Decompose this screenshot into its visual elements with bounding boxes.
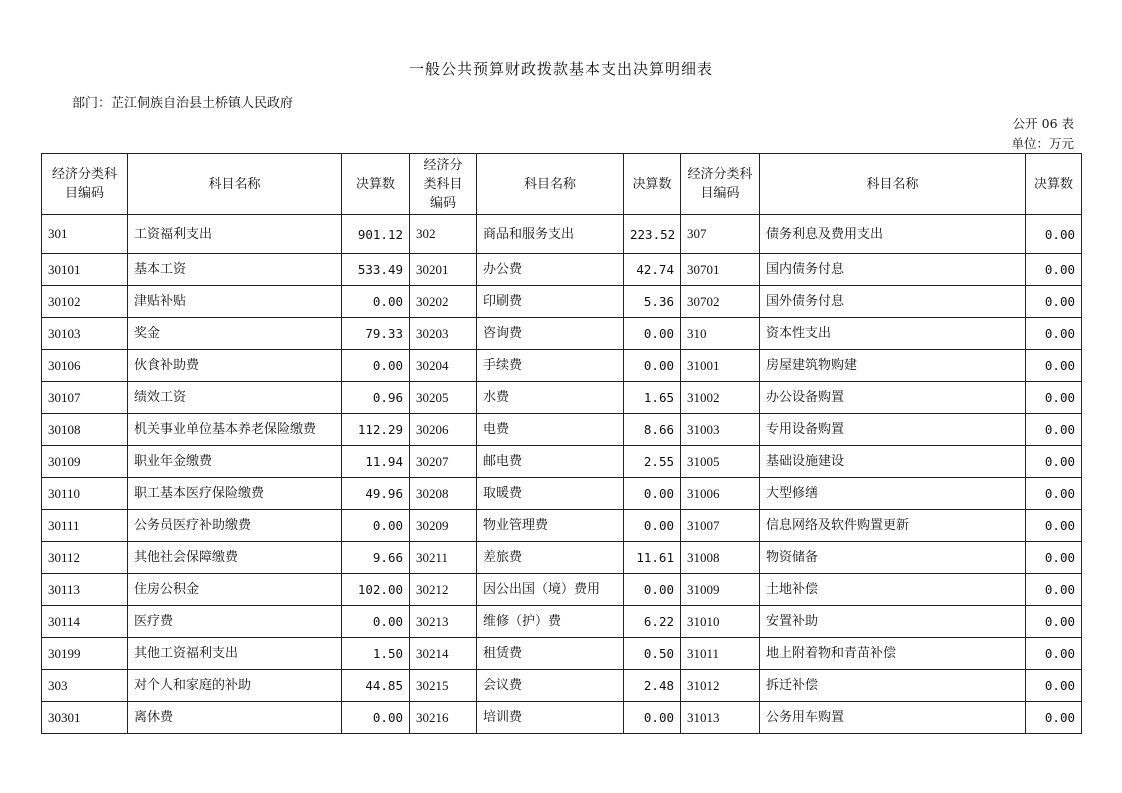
- name-cell-2: [477, 542, 624, 574]
- item-name: 差旅费: [483, 550, 523, 565]
- item-name: 对个人和家庭的补助: [134, 678, 252, 693]
- name-cell-3: [760, 638, 1026, 670]
- amount-cell-3: 0.00: [1026, 350, 1082, 382]
- header-amount-3: 决算数: [1026, 154, 1082, 215]
- table-row: [42, 638, 1082, 670]
- amount-cell-3: 0.00: [1026, 478, 1082, 510]
- name-cell-1: [128, 382, 342, 414]
- amount-cell-1: 11.94: [342, 446, 410, 478]
- code-cell-3: 31013: [681, 702, 760, 734]
- code-cell-3: 31009: [681, 574, 760, 606]
- name-cell-2: [477, 670, 624, 702]
- code-cell-1: 30103: [42, 318, 128, 350]
- amount-cell-2: 0.00: [624, 318, 681, 350]
- amount-cell-2: 8.66: [624, 414, 681, 446]
- table-body: [42, 215, 1082, 734]
- name-cell-1: [128, 446, 342, 478]
- amount-cell-1: 102.00: [342, 574, 410, 606]
- item-name: 物资储备: [766, 550, 819, 565]
- name-cell-2: [477, 215, 624, 254]
- amount-cell-2: 42.74: [624, 254, 681, 286]
- code-cell-3: 31011: [681, 638, 760, 670]
- table-row: [42, 318, 1082, 350]
- code-cell-3: 30701: [681, 254, 760, 286]
- item-name: 基础设施建设: [766, 454, 845, 469]
- name-cell-1: [128, 215, 342, 254]
- amount-cell-3: 0.00: [1026, 670, 1082, 702]
- amount-cell-2: 5.36: [624, 286, 681, 318]
- name-cell-2: [477, 350, 624, 382]
- amount-cell-2: 2.55: [624, 446, 681, 478]
- name-cell-1: [128, 350, 342, 382]
- code-cell-2: 30201: [410, 254, 477, 286]
- item-name: 住房公积金: [134, 582, 200, 597]
- code-cell-2: 30209: [410, 510, 477, 542]
- amount-cell-2: 2.48: [624, 670, 681, 702]
- item-name: 奖金: [134, 326, 161, 341]
- amount-cell-2: 6.22: [624, 606, 681, 638]
- name-cell-2: [477, 286, 624, 318]
- code-cell-3: 31010: [681, 606, 760, 638]
- code-cell-1: 30111: [42, 510, 128, 542]
- name-cell-3: [760, 382, 1026, 414]
- name-cell-1: [128, 318, 342, 350]
- amount-cell-3: 0.00: [1026, 254, 1082, 286]
- amount-cell-1: 0.00: [342, 510, 410, 542]
- code-cell-2: 30202: [410, 286, 477, 318]
- department-label: 部门：芷江侗族自治县土桥镇人民政府: [72, 96, 294, 111]
- code-cell-3: 31005: [681, 446, 760, 478]
- code-cell-1: 30108: [42, 414, 128, 446]
- header-name-1: 科目名称: [128, 154, 342, 215]
- code-cell-3: 31007: [681, 510, 760, 542]
- item-name: 取暖费: [483, 486, 523, 501]
- name-cell-3: [760, 574, 1026, 606]
- amount-cell-3: 0.00: [1026, 574, 1082, 606]
- name-cell-3: [760, 254, 1026, 286]
- code-cell-2: 30208: [410, 478, 477, 510]
- amount-cell-3: 0.00: [1026, 382, 1082, 414]
- amount-cell-1: 1.50: [342, 638, 410, 670]
- header-code-2: 经济分类科目编码: [410, 154, 477, 215]
- name-cell-1: [128, 542, 342, 574]
- item-name: 伙食补助费: [134, 358, 200, 373]
- amount-cell-2: 223.52: [624, 215, 681, 254]
- code-cell-2: 30204: [410, 350, 477, 382]
- name-cell-3: [760, 318, 1026, 350]
- code-cell-3: 31012: [681, 670, 760, 702]
- amount-cell-1: 0.00: [342, 702, 410, 734]
- amount-cell-2: 0.00: [624, 702, 681, 734]
- amount-cell-1: 0.00: [342, 606, 410, 638]
- code-cell-3: 31008: [681, 542, 760, 574]
- amount-cell-3: 0.00: [1026, 414, 1082, 446]
- header-row: [42, 154, 1082, 215]
- name-cell-2: [477, 702, 624, 734]
- code-cell-2: 30207: [410, 446, 477, 478]
- name-cell-1: [128, 670, 342, 702]
- item-name: 职业年金缴费: [134, 454, 213, 469]
- name-cell-3: [760, 286, 1026, 318]
- name-cell-2: [477, 382, 624, 414]
- table-row: [42, 670, 1082, 702]
- header-name-3: 科目名称: [760, 154, 1026, 215]
- code-cell-2: 30211: [410, 542, 477, 574]
- amount-cell-2: 1.65: [624, 382, 681, 414]
- item-name: 资本性支出: [766, 326, 832, 341]
- name-cell-3: [760, 350, 1026, 382]
- item-name: 绩效工资: [134, 390, 187, 405]
- amount-cell-3: 0.00: [1026, 510, 1082, 542]
- amount-cell-1: 112.29: [342, 414, 410, 446]
- name-cell-2: [477, 574, 624, 606]
- name-cell-2: [477, 254, 624, 286]
- name-cell-3: [760, 670, 1026, 702]
- code-cell-1: 30107: [42, 382, 128, 414]
- item-name: 物业管理费: [483, 518, 549, 533]
- name-cell-2: [477, 318, 624, 350]
- code-cell-2: 30213: [410, 606, 477, 638]
- name-cell-3: [760, 702, 1026, 734]
- item-name: 安置补助: [766, 614, 819, 629]
- item-name: 商品和服务支出: [483, 226, 575, 242]
- header-code-1: 经济分类科目编码: [42, 154, 128, 215]
- code-cell-1: 301: [42, 215, 128, 254]
- name-cell-2: [477, 446, 624, 478]
- name-cell-2: [477, 606, 624, 638]
- item-name: 会议费: [483, 678, 523, 693]
- name-cell-3: [760, 606, 1026, 638]
- item-name: 工资福利支出: [134, 226, 213, 242]
- item-name: 办公设备购置: [766, 390, 845, 405]
- code-cell-2: 30216: [410, 702, 477, 734]
- code-cell-1: 30102: [42, 286, 128, 318]
- name-cell-3: [760, 414, 1026, 446]
- amount-cell-3: 0.00: [1026, 215, 1082, 254]
- code-cell-2: 30205: [410, 382, 477, 414]
- item-name: 津贴补贴: [134, 294, 187, 309]
- amount-cell-2: 11.61: [624, 542, 681, 574]
- name-cell-1: [128, 254, 342, 286]
- expenditure-table: [41, 153, 1082, 734]
- name-cell-1: [128, 478, 342, 510]
- amount-cell-1: 79.33: [342, 318, 410, 350]
- table-row: [42, 350, 1082, 382]
- name-cell-1: [128, 638, 342, 670]
- item-name: 印刷费: [483, 294, 523, 309]
- name-cell-1: [128, 606, 342, 638]
- code-cell-1: 30199: [42, 638, 128, 670]
- amount-cell-1: 533.49: [342, 254, 410, 286]
- name-cell-3: [760, 510, 1026, 542]
- table-row: [42, 542, 1082, 574]
- amount-cell-2: 0.50: [624, 638, 681, 670]
- code-cell-1: 30101: [42, 254, 128, 286]
- item-name: 离休费: [134, 710, 174, 725]
- item-name: 房屋建筑物购建: [766, 358, 858, 373]
- amount-cell-2: 0.00: [624, 510, 681, 542]
- amount-cell-1: 44.85: [342, 670, 410, 702]
- amount-cell-3: 0.00: [1026, 638, 1082, 670]
- name-cell-1: [128, 574, 342, 606]
- table-row: [42, 702, 1082, 734]
- table-row: [42, 510, 1082, 542]
- code-cell-3: 31002: [681, 382, 760, 414]
- item-name: 电费: [483, 422, 510, 437]
- item-name: 公务用车购置: [766, 710, 845, 725]
- code-cell-1: 30112: [42, 542, 128, 574]
- name-cell-3: [760, 446, 1026, 478]
- item-name: 拆迁补偿: [766, 678, 819, 693]
- table-code: 公开 06 表: [1012, 116, 1074, 131]
- table-row: [42, 414, 1082, 446]
- table-row: [42, 286, 1082, 318]
- code-cell-2: 30215: [410, 670, 477, 702]
- name-cell-2: [477, 478, 624, 510]
- amount-cell-1: 0.00: [342, 286, 410, 318]
- item-name: 咨询费: [483, 326, 523, 341]
- amount-cell-2: 0.00: [624, 574, 681, 606]
- code-cell-1: 30114: [42, 606, 128, 638]
- item-name: 公务员医疗补助缴费: [134, 518, 252, 533]
- code-cell-3: 31001: [681, 350, 760, 382]
- item-name: 机关事业单位基本养老保险缴费: [134, 422, 317, 437]
- item-name: 专用设备购置: [766, 422, 845, 437]
- name-cell-1: [128, 702, 342, 734]
- code-cell-2: 30206: [410, 414, 477, 446]
- code-cell-3: 307: [681, 215, 760, 254]
- code-cell-1: 30106: [42, 350, 128, 382]
- page-title: 一般公共预算财政拨款基本支出决算明细表: [408, 60, 713, 78]
- amount-cell-1: 9.66: [342, 542, 410, 574]
- code-cell-1: 30113: [42, 574, 128, 606]
- code-cell-3: 31003: [681, 414, 760, 446]
- code-cell-2: 30212: [410, 574, 477, 606]
- amount-cell-1: 901.12: [342, 215, 410, 254]
- item-name: 水费: [483, 390, 510, 405]
- amount-cell-3: 0.00: [1026, 446, 1082, 478]
- amount-cell-3: 0.00: [1026, 318, 1082, 350]
- code-cell-1: 30110: [42, 478, 128, 510]
- item-name: 国内债务付息: [766, 262, 845, 277]
- item-name: 医疗费: [134, 614, 174, 629]
- item-name: 其他工资福利支出: [134, 646, 239, 661]
- item-name: 国外债务付息: [766, 294, 845, 309]
- code-cell-1: 30109: [42, 446, 128, 478]
- item-name: 大型修缮: [766, 486, 819, 501]
- item-name: 基本工资: [134, 262, 187, 277]
- table-row: [42, 574, 1082, 606]
- header-amount-1: 决算数: [342, 154, 410, 215]
- code-cell-3: 30702: [681, 286, 760, 318]
- name-cell-2: [477, 638, 624, 670]
- item-name: 其他社会保障缴费: [134, 550, 239, 565]
- item-name: 手续费: [483, 358, 523, 373]
- amount-cell-3: 0.00: [1026, 542, 1082, 574]
- item-name: 职工基本医疗保险缴费: [134, 486, 265, 501]
- name-cell-3: [760, 215, 1026, 254]
- table-row: [42, 606, 1082, 638]
- header-name-2: 科目名称: [477, 154, 624, 215]
- item-name: 信息网络及软件购置更新: [766, 518, 910, 533]
- amount-cell-3: 0.00: [1026, 702, 1082, 734]
- amount-cell-1: 49.96: [342, 478, 410, 510]
- unit-label: 单位：万元: [1011, 136, 1074, 151]
- item-name: 邮电费: [483, 454, 523, 469]
- code-cell-2: 30203: [410, 318, 477, 350]
- code-cell-3: 31006: [681, 478, 760, 510]
- amount-cell-2: 0.00: [624, 350, 681, 382]
- item-name: 地上附着物和青苗补偿: [766, 646, 897, 661]
- item-name: 土地补偿: [766, 582, 819, 597]
- header-code-3: 经济分类科目编码: [681, 154, 760, 215]
- amount-cell-3: 0.00: [1026, 606, 1082, 638]
- name-cell-3: [760, 542, 1026, 574]
- table-row: [42, 446, 1082, 478]
- item-name: 因公出国（境）费用: [483, 582, 601, 597]
- name-cell-2: [477, 414, 624, 446]
- item-name: 办公费: [483, 262, 523, 277]
- code-cell-3: 310: [681, 318, 760, 350]
- item-name: 债务利息及费用支出: [766, 226, 884, 242]
- amount-cell-1: 0.00: [342, 350, 410, 382]
- amount-cell-3: 0.00: [1026, 286, 1082, 318]
- item-name: 培训费: [483, 710, 523, 725]
- name-cell-1: [128, 414, 342, 446]
- amount-cell-2: 0.00: [624, 478, 681, 510]
- table-row: [42, 254, 1082, 286]
- name-cell-2: [477, 510, 624, 542]
- table-row: [42, 382, 1082, 414]
- table-row: [42, 478, 1082, 510]
- code-cell-1: 303: [42, 670, 128, 702]
- name-cell-3: [760, 478, 1026, 510]
- code-cell-2: 302: [410, 215, 477, 254]
- table-row: [42, 215, 1082, 254]
- name-cell-1: [128, 286, 342, 318]
- code-cell-1: 30301: [42, 702, 128, 734]
- item-name: 维修（护）费: [483, 614, 562, 629]
- amount-cell-1: 0.96: [342, 382, 410, 414]
- item-name: 租赁费: [483, 646, 523, 661]
- name-cell-1: [128, 510, 342, 542]
- code-cell-2: 30214: [410, 638, 477, 670]
- header-amount-2: 决算数: [624, 154, 681, 215]
